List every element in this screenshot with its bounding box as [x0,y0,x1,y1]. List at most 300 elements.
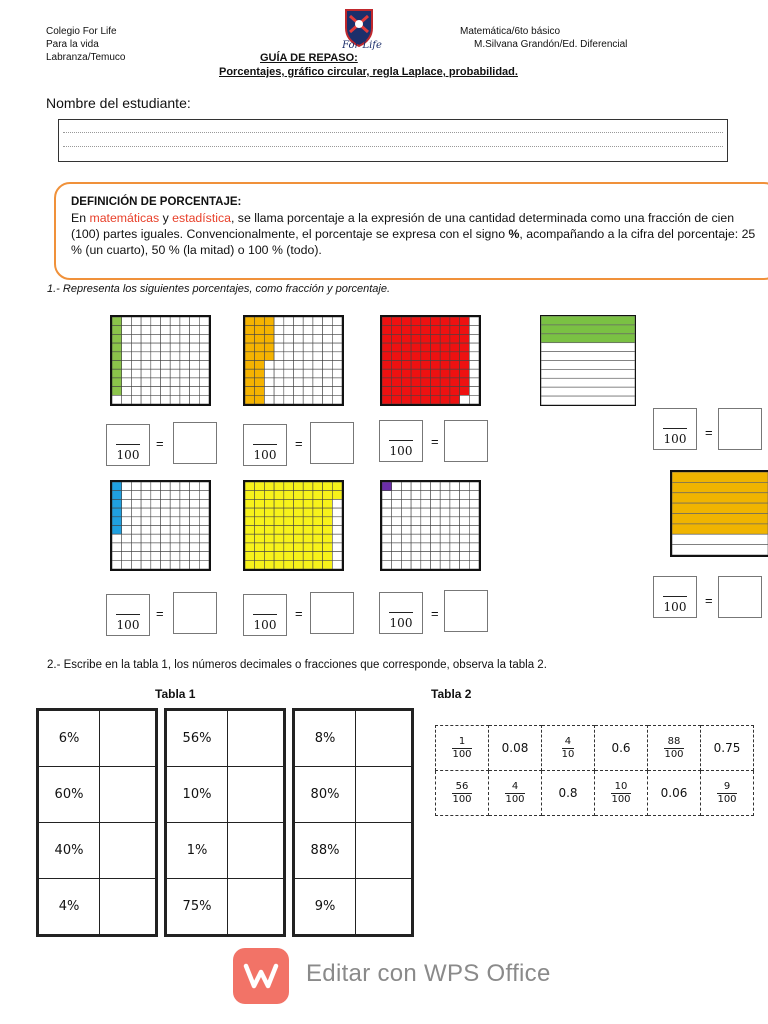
fraction-input[interactable] [243,594,287,636]
grid-cell [294,343,304,352]
fraction-input[interactable] [106,424,150,466]
grid-cell [382,499,392,508]
shaded-strip [672,503,768,513]
subject-course: Matemática/6to básico [460,26,561,37]
denominator: 100 [452,748,472,760]
grid-cell [401,560,411,569]
percent-cell: 75% [167,879,228,935]
grid-cell [180,317,190,326]
fraction-input[interactable] [106,594,150,636]
grid-cell [170,326,180,335]
tabla-1-block [164,708,286,937]
grid-cell [170,395,180,404]
grid-cell [294,352,304,361]
grid-cell [313,361,323,370]
school-motto: Para la vida [46,39,99,50]
grid-cell [401,534,411,543]
grid-cell [332,508,342,517]
wps-logo-icon [233,948,289,1004]
grid-cell [122,491,132,500]
grid-cell [141,482,151,491]
shaded-cell [264,526,274,535]
grid-cell [161,543,171,552]
shaded-cell [274,534,284,543]
shaded-cell [245,387,255,396]
grid-cell [274,378,284,387]
shaded-cell [245,552,255,561]
grid-cell [440,482,450,491]
grid-cell [141,395,151,404]
grid-cell [421,508,431,517]
grid-cell [382,560,392,569]
shaded-cell [431,343,441,352]
shaded-cell [411,387,421,396]
school-name: Colegio For Life [46,26,117,37]
shaded-cell [450,326,460,335]
shaded-cell [460,317,470,326]
numerator: 56 [452,781,471,794]
grid-cell [170,517,180,526]
hundred-grid-svg [245,482,342,569]
definition-text [71,210,764,258]
percent-input[interactable] [444,590,488,632]
grid-cell [303,361,313,370]
answer-cell[interactable] [356,823,412,879]
strip [541,396,635,405]
shaded-cell [245,395,255,404]
shaded-cell [392,395,402,404]
answer-cell[interactable] [356,767,412,823]
shaded-cell [245,326,255,335]
grid-cell [392,517,402,526]
decimal-cell: 0.06 [648,771,701,816]
shaded-cell [382,378,392,387]
answer-cell[interactable] [356,879,412,935]
shaded-cell [303,526,313,535]
grid-cell [151,361,161,370]
percent-cell: 6% [39,711,100,767]
grid-cell [170,334,180,343]
shaded-cell [440,395,450,404]
grid-cell [392,491,402,500]
shaded-cell [440,317,450,326]
grid-cell [122,369,132,378]
grid-cell [170,526,180,535]
shaded-cell [112,334,122,343]
grid-cell [431,526,441,535]
fraction-input[interactable] [379,420,423,462]
grid-cell [264,361,274,370]
shaded-cell [411,395,421,404]
shaded-cell [313,526,323,535]
grid-cell [313,326,323,335]
grid-cell [112,395,122,404]
strip [541,352,635,361]
grid-cell [382,491,392,500]
grid-cell [122,361,132,370]
answer-cell[interactable] [100,711,156,767]
grid-cell [180,534,190,543]
fraction-cell [701,771,754,816]
link-matematicas[interactable]: matemáticas [89,211,160,225]
strip [541,361,635,370]
fraction-cell [595,771,648,816]
grid-cell [131,482,141,491]
percent-input[interactable] [173,422,217,464]
grid-cell [469,361,479,370]
grid-cell [440,543,450,552]
grid-cell [469,517,479,526]
shaded-cell [255,517,265,526]
shaded-cell [112,482,122,491]
grid-cell [421,526,431,535]
grid-cell [469,334,479,343]
shaded-cell [274,560,284,569]
grid-cell [469,499,479,508]
shaded-cell [421,326,431,335]
grid-cell [469,378,479,387]
answer-cell[interactable] [100,823,156,879]
grid-cell [112,560,122,569]
grid-cell [199,508,209,517]
shaded-cell [245,560,255,569]
guide-topics: Porcentajes, gráfico circular, regla Laplace, probabilidad. [219,66,518,78]
grid-cell [294,361,304,370]
tabla-1 [36,708,418,930]
grid-cell [161,499,171,508]
answer-cell[interactable] [228,711,284,767]
grid-cell [199,317,209,326]
grid-cell [392,499,402,508]
grid-cell [141,387,151,396]
shaded-cell [421,378,431,387]
grid-cell [284,369,294,378]
shaded-cell [284,517,294,526]
shaded-cell [411,334,421,343]
grid-cell [131,508,141,517]
shaded-cell [450,369,460,378]
hundred-grid-svg [112,317,209,404]
grid-cell [460,552,470,561]
grid-cell [131,543,141,552]
grid-cell [141,491,151,500]
shaded-cell [440,334,450,343]
grid-cell [190,361,200,370]
shaded-cell [264,482,274,491]
wps-office-label[interactable]: Editar con WPS Office [306,960,551,987]
fraction-input[interactable] [243,424,287,466]
shaded-cell [112,326,122,335]
grid-cell [122,526,132,535]
shaded-cell [245,317,255,326]
percent-input[interactable] [718,576,762,618]
grid-cell [180,517,190,526]
shaded-strip [541,316,635,325]
grid-cell [450,552,460,561]
percent-input[interactable] [310,422,354,464]
grid-cell [469,508,479,517]
grid-cell [190,543,200,552]
strip-grid [670,470,768,557]
grid-cell [274,369,284,378]
answer-cell[interactable] [228,879,284,935]
shaded-cell [294,534,304,543]
grid-cell [131,552,141,561]
grid-cell [431,508,441,517]
grid-cell [151,343,161,352]
grid-cell [122,352,132,361]
grid-cell [460,560,470,569]
grid-cell [161,387,171,396]
shaded-cell [431,378,441,387]
shaded-cell [411,361,421,370]
grid-cell [190,560,200,569]
hundred-grid [110,315,211,406]
shaded-cell [421,317,431,326]
grid-cell [170,560,180,569]
strip-grid [540,315,636,406]
grid-cell [122,326,132,335]
grid-cell [151,317,161,326]
shaded-cell [421,369,431,378]
percent-input[interactable] [310,592,354,634]
shaded-cell [392,334,402,343]
tabla-1-block [36,708,158,937]
grid-cell [469,534,479,543]
shaded-cell [411,352,421,361]
grid-cell [284,395,294,404]
shaded-cell [411,378,421,387]
shaded-cell [264,334,274,343]
fraction-input[interactable] [653,576,697,618]
grid-cell [199,517,209,526]
grid-cell [411,517,421,526]
shaded-cell [431,369,441,378]
answer-cell[interactable] [356,711,412,767]
shaded-cell [284,526,294,535]
grid-cell [131,499,141,508]
grid-cell [392,534,402,543]
numerator: 1 [452,736,471,749]
grid-cell [274,343,284,352]
denominator: 100 [611,793,631,805]
grid-cell [382,508,392,517]
grid-cell [323,317,333,326]
question-1-prompt: 1.- Representa los siguientes porcentajes, como fracción y porcentaje. [47,283,391,295]
shaded-cell [284,482,294,491]
grid-cell [131,491,141,500]
grid-cell [440,499,450,508]
grid-cell [303,378,313,387]
wps-office-button[interactable] [233,948,289,1004]
grid-cell [151,526,161,535]
grid-cell [190,517,200,526]
grid-cell [332,517,342,526]
grid-cell [313,395,323,404]
grid-cell [392,552,402,561]
fraction-cell [489,771,542,816]
percent-input[interactable] [718,408,762,450]
logo-text: For Life [342,40,382,51]
question-2-prompt: 2.- Escribe en la tabla 1, los números decimales o fracciones que corresponde, observa la tabla 2. [47,659,547,671]
fraction-input[interactable] [379,592,423,634]
strip [672,545,768,555]
answer-cell[interactable] [100,767,156,823]
strip [541,387,635,396]
answer-cell[interactable] [228,767,284,823]
shaded-cell [460,378,470,387]
grid-cell [323,378,333,387]
grid-cell [161,552,171,561]
shaded-cell [382,369,392,378]
grid-cell [170,552,180,561]
student-name-field[interactable] [58,119,728,162]
grid-cell [303,387,313,396]
shaded-cell [450,378,460,387]
grid-cell [170,352,180,361]
decimal-cell: 0.75 [701,726,754,771]
grid-cell [332,317,342,326]
grid-cell [161,352,171,361]
grid-cell [161,534,171,543]
shaded-cell [264,317,274,326]
grid-cell [199,326,209,335]
grid-cell [180,395,190,404]
shaded-cell [382,352,392,361]
grid-cell [122,395,132,404]
shaded-cell [112,526,122,535]
grid-cell [469,552,479,561]
shaded-cell [112,499,122,508]
percent-input[interactable] [173,592,217,634]
grid-cell [190,491,200,500]
grid-cell [274,387,284,396]
grid-cell [411,526,421,535]
fraction-input[interactable] [653,408,697,450]
shaded-cell [303,499,313,508]
shaded-cell [431,326,441,335]
grid-cell [460,534,470,543]
shaded-cell [294,491,304,500]
grid-cell [274,326,284,335]
grid-cell [332,378,342,387]
grid-cell [151,369,161,378]
shaded-cell [450,395,460,404]
numerator: 4 [562,736,575,749]
grid-cell [190,352,200,361]
tabla-1-block [292,708,414,937]
answer-cell[interactable] [100,879,156,935]
grid-cell [440,517,450,526]
grid-cell [190,387,200,396]
grid-cell [332,552,342,561]
shaded-cell [392,352,402,361]
denominator: 100 [389,616,413,630]
grid-cell [151,378,161,387]
denominator: 100 [717,793,737,805]
grid-cell [431,534,441,543]
grid-cell [284,334,294,343]
grid-cell [190,343,200,352]
shaded-cell [294,552,304,561]
shaded-cell [323,543,333,552]
grid-cell [190,552,200,561]
grid-cell [190,369,200,378]
grid-cell [421,534,431,543]
denominator: 100 [116,618,140,632]
shaded-cell [255,378,265,387]
shaded-cell [450,317,460,326]
equals-sign: = [156,606,164,621]
grid-cell [131,369,141,378]
grid-cell [170,508,180,517]
grid-cell [122,334,132,343]
grid-cell [450,526,460,535]
grid-cell [303,369,313,378]
shaded-cell [245,499,255,508]
grid-cell [112,552,122,561]
grid-cell [264,387,274,396]
grid-cell [264,378,274,387]
link-estadistica[interactable]: estadística [172,211,231,225]
grid-cell [151,517,161,526]
shaded-cell [323,491,333,500]
grid-cell [313,387,323,396]
grid-cell [170,499,180,508]
grid-cell [284,387,294,396]
grid-cell [313,343,323,352]
hundred-grid [110,480,211,571]
grid-cell [180,482,190,491]
grid-cell [431,560,441,569]
guide-title: GUÍA DE REPASO: [260,52,358,64]
grid-cell [450,508,460,517]
grid-cell [392,508,402,517]
grid-cell [440,534,450,543]
grid-cell [382,543,392,552]
definition-text-part: , se llama porcentaje a la expresión de una cantidad determinada como una fracción de cien (100) partes iguales. Convencionalmente, el porcentaje se expresa con el signo [71,211,735,241]
equals-sign: = [295,436,303,451]
grid-cell [382,517,392,526]
denominator: 100 [663,432,687,446]
shaded-cell [382,343,392,352]
grid-cell [180,387,190,396]
shaded-cell [421,395,431,404]
shaded-cell [323,482,333,491]
grid-cell [151,491,161,500]
hundred-grid-svg [112,482,209,569]
grid-cell [332,543,342,552]
shaded-cell [255,317,265,326]
shaded-cell [401,361,411,370]
shaded-cell [112,361,122,370]
shaded-strip [672,472,768,482]
shaded-cell [112,387,122,396]
subject-info [460,25,627,51]
shaded-cell [411,326,421,335]
percent-input[interactable] [444,420,488,462]
grid-cell [151,387,161,396]
denominator: 100 [253,448,277,462]
answer-cell[interactable] [228,823,284,879]
shaded-cell [450,387,460,396]
grid-cell [469,369,479,378]
equals-sign: = [431,434,439,449]
shaded-cell [401,352,411,361]
shaded-cell [245,526,255,535]
definition-text-part: y [159,211,173,225]
grid-cell [274,352,284,361]
